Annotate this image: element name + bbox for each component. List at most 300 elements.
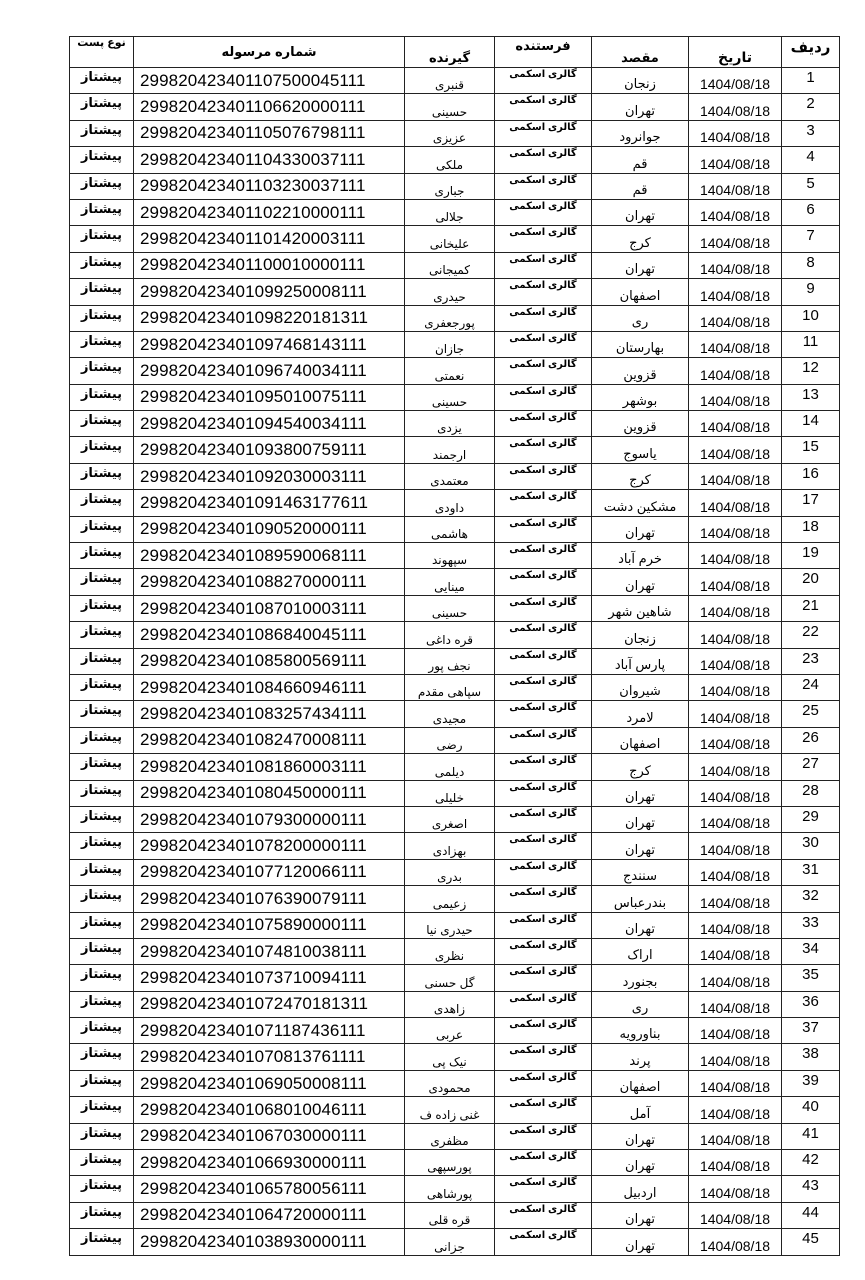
cell-post-type: پیشتاز <box>70 543 134 569</box>
cell-row-number: 19 <box>782 543 840 569</box>
cell-sender: گالری اسکمی <box>495 490 592 516</box>
cell-sender: گالری اسکمی <box>495 965 592 991</box>
cell-row-number: 39 <box>782 1070 840 1096</box>
table-row <box>70 411 840 437</box>
cell-post-type: پیشتاز <box>70 279 134 305</box>
cell-tracking-number: 299820423401098220181311 <box>134 305 405 331</box>
cell-tracking-number: 299820423401107500045111 <box>134 68 405 94</box>
cell-destination: اصفهان <box>592 1070 689 1096</box>
cell-sender: گالری اسکمی <box>495 754 592 780</box>
header-row-number: ردیف <box>782 37 840 68</box>
cell-post-type: پیشتاز <box>70 991 134 1017</box>
cell-recipient: حیدری نیا <box>405 912 495 938</box>
cell-sender: گالری اسکمی <box>495 1176 592 1202</box>
cell-destination: اردبیل <box>592 1176 689 1202</box>
table-row <box>70 305 840 331</box>
cell-destination: خرم آباد <box>592 543 689 569</box>
cell-date: 1404/08/18 <box>689 543 782 569</box>
cell-post-type: پیشتاز <box>70 516 134 542</box>
cell-row-number: 8 <box>782 252 840 278</box>
table-row <box>70 199 840 225</box>
table-row <box>70 833 840 859</box>
table-row <box>70 965 840 991</box>
cell-tracking-number: 299820423401077120066111 <box>134 859 405 885</box>
cell-destination: تهران <box>592 94 689 120</box>
cell-row-number: 7 <box>782 226 840 252</box>
cell-post-type: پیشتاز <box>70 806 134 832</box>
cell-destination: بندرعباس <box>592 886 689 912</box>
table-row <box>70 384 840 410</box>
cell-row-number: 13 <box>782 384 840 410</box>
cell-recipient: پورسپهی <box>405 1150 495 1176</box>
cell-recipient: نظری <box>405 938 495 964</box>
cell-tracking-number: 299820423401100010000111 <box>134 252 405 278</box>
cell-row-number: 34 <box>782 938 840 964</box>
cell-row-number: 4 <box>782 147 840 173</box>
cell-post-type: پیشتاز <box>70 859 134 885</box>
cell-recipient: قره داغی <box>405 622 495 648</box>
cell-post-type: پیشتاز <box>70 411 134 437</box>
cell-sender: گالری اسکمی <box>495 912 592 938</box>
cell-date: 1404/08/18 <box>689 780 782 806</box>
cell-post-type: پیشتاز <box>70 305 134 331</box>
cell-row-number: 24 <box>782 674 840 700</box>
cell-sender: گالری اسکمی <box>495 252 592 278</box>
cell-post-type: پیشتاز <box>70 1229 134 1255</box>
cell-destination: تهران <box>592 780 689 806</box>
cell-destination: تهران <box>592 199 689 225</box>
cell-date: 1404/08/18 <box>689 1202 782 1228</box>
cell-sender: گالری اسکمی <box>495 886 592 912</box>
table-row <box>70 147 840 173</box>
cell-recipient: هاشمی <box>405 516 495 542</box>
cell-tracking-number: 299820423401066930000111 <box>134 1150 405 1176</box>
cell-post-type: پیشتاز <box>70 358 134 384</box>
cell-date: 1404/08/18 <box>689 701 782 727</box>
cell-destination: اصفهان <box>592 727 689 753</box>
cell-date: 1404/08/18 <box>689 622 782 648</box>
cell-date: 1404/08/18 <box>689 833 782 859</box>
cell-tracking-number: 299820423401095010075111 <box>134 384 405 410</box>
table-row <box>70 463 840 489</box>
cell-sender: گالری اسکمی <box>495 516 592 542</box>
cell-recipient: محمودی <box>405 1070 495 1096</box>
cell-post-type: پیشتاز <box>70 1044 134 1070</box>
cell-date: 1404/08/18 <box>689 516 782 542</box>
cell-row-number: 33 <box>782 912 840 938</box>
cell-date: 1404/08/18 <box>689 859 782 885</box>
cell-destination: تهران <box>592 912 689 938</box>
cell-post-type: پیشتاز <box>70 912 134 938</box>
cell-tracking-number: 299820423401064720000111 <box>134 1202 405 1228</box>
cell-tracking-number: 299820423401072470181311 <box>134 991 405 1017</box>
cell-tracking-number: 299820423401074810038111 <box>134 938 405 964</box>
cell-recipient: گل حسنی <box>405 965 495 991</box>
cell-date: 1404/08/18 <box>689 1070 782 1096</box>
cell-sender: گالری اسکمی <box>495 859 592 885</box>
cell-tracking-number: 299820423401082470008111 <box>134 727 405 753</box>
cell-recipient: دیلمی <box>405 754 495 780</box>
cell-row-number: 2 <box>782 94 840 120</box>
cell-date: 1404/08/18 <box>689 938 782 964</box>
cell-recipient: کمیجانی <box>405 252 495 278</box>
table-row <box>70 226 840 252</box>
table-row <box>70 648 840 674</box>
cell-row-number: 16 <box>782 463 840 489</box>
cell-sender: گالری اسکمی <box>495 384 592 410</box>
cell-destination: آمل <box>592 1097 689 1123</box>
cell-tracking-number: 299820423401069050008111 <box>134 1070 405 1096</box>
cell-recipient: حسینی <box>405 384 495 410</box>
cell-date: 1404/08/18 <box>689 1150 782 1176</box>
cell-row-number: 17 <box>782 490 840 516</box>
cell-post-type: پیشتاز <box>70 648 134 674</box>
cell-destination: پارس آباد <box>592 648 689 674</box>
table-row <box>70 1097 840 1123</box>
cell-date: 1404/08/18 <box>689 490 782 516</box>
cell-sender: گالری اسکمی <box>495 701 592 727</box>
table-row <box>70 94 840 120</box>
cell-tracking-number: 299820423401076390079111 <box>134 886 405 912</box>
cell-post-type: پیشتاز <box>70 701 134 727</box>
cell-sender: گالری اسکمی <box>495 331 592 357</box>
cell-date: 1404/08/18 <box>689 991 782 1017</box>
cell-destination: کرج <box>592 226 689 252</box>
cell-sender: گالری اسکمی <box>495 68 592 94</box>
cell-post-type: پیشتاز <box>70 674 134 700</box>
table-row <box>70 1176 840 1202</box>
cell-sender: گالری اسکمی <box>495 1229 592 1255</box>
cell-row-number: 42 <box>782 1150 840 1176</box>
cell-tracking-number: 299820423401070813761111 <box>134 1044 405 1070</box>
cell-tracking-number: 299820423401093800759111 <box>134 437 405 463</box>
cell-date: 1404/08/18 <box>689 173 782 199</box>
cell-tracking-number: 299820423401071187436111 <box>134 1018 405 1044</box>
cell-tracking-number: 299820423401081860003111 <box>134 754 405 780</box>
cell-post-type: پیشتاز <box>70 622 134 648</box>
table-row <box>70 595 840 621</box>
cell-sender: گالری اسکمی <box>495 147 592 173</box>
cell-sender: گالری اسکمی <box>495 279 592 305</box>
cell-recipient: خلیلی <box>405 780 495 806</box>
table-row <box>70 358 840 384</box>
cell-recipient: اصغری <box>405 806 495 832</box>
cell-row-number: 1 <box>782 68 840 94</box>
cell-recipient: جزانی <box>405 1229 495 1255</box>
cell-destination: یاسوج <box>592 437 689 463</box>
table-row <box>70 1044 840 1070</box>
cell-row-number: 29 <box>782 806 840 832</box>
cell-destination: تهران <box>592 516 689 542</box>
table-row <box>70 252 840 278</box>
table-row <box>70 173 840 199</box>
cell-row-number: 22 <box>782 622 840 648</box>
cell-date: 1404/08/18 <box>689 595 782 621</box>
cell-row-number: 30 <box>782 833 840 859</box>
cell-row-number: 15 <box>782 437 840 463</box>
cell-recipient: ارجمند <box>405 437 495 463</box>
cell-post-type: پیشتاز <box>70 1202 134 1228</box>
cell-row-number: 23 <box>782 648 840 674</box>
cell-sender: گالری اسکمی <box>495 1123 592 1149</box>
cell-tracking-number: 299820423401091463177611 <box>134 490 405 516</box>
cell-recipient: علیخانی <box>405 226 495 252</box>
table-row <box>70 120 840 146</box>
cell-post-type: پیشتاز <box>70 569 134 595</box>
table-row <box>70 886 840 912</box>
cell-date: 1404/08/18 <box>689 569 782 595</box>
cell-destination: کرج <box>592 754 689 780</box>
cell-tracking-number: 299820423401089590068111 <box>134 543 405 569</box>
cell-tracking-number: 299820423401085800569111 <box>134 648 405 674</box>
cell-post-type: پیشتاز <box>70 94 134 120</box>
cell-sender: گالری اسکمی <box>495 463 592 489</box>
header-post-type: نوع پست <box>70 37 134 68</box>
cell-row-number: 5 <box>782 173 840 199</box>
cell-tracking-number: 299820423401103230037111 <box>134 173 405 199</box>
cell-date: 1404/08/18 <box>689 384 782 410</box>
cell-tracking-number: 299820423401099250008111 <box>134 279 405 305</box>
cell-date: 1404/08/18 <box>689 1044 782 1070</box>
cell-recipient: رضی <box>405 727 495 753</box>
table-row <box>70 1229 840 1255</box>
cell-recipient: عزیزی <box>405 120 495 146</box>
table-row <box>70 912 840 938</box>
cell-sender: گالری اسکمی <box>495 120 592 146</box>
cell-tracking-number: 299820423401084660946111 <box>134 674 405 700</box>
cell-destination: لامرد <box>592 701 689 727</box>
table-row <box>70 991 840 1017</box>
table-body <box>70 68 840 1256</box>
cell-destination: زنجان <box>592 622 689 648</box>
cell-post-type: پیشتاز <box>70 1070 134 1096</box>
cell-destination: تهران <box>592 252 689 278</box>
cell-post-type: پیشتاز <box>70 754 134 780</box>
cell-date: 1404/08/18 <box>689 94 782 120</box>
cell-tracking-number: 299820423401096740034111 <box>134 358 405 384</box>
cell-tracking-number: 299820423401094540034111 <box>134 411 405 437</box>
cell-destination: بجنورد <box>592 965 689 991</box>
cell-sender: گالری اسکمی <box>495 199 592 225</box>
cell-recipient: مینایی <box>405 569 495 595</box>
cell-post-type: پیشتاز <box>70 384 134 410</box>
cell-date: 1404/08/18 <box>689 806 782 832</box>
shipment-table-sheet <box>69 36 832 1256</box>
cell-recipient: جلالی <box>405 199 495 225</box>
cell-sender: گالری اسکمی <box>495 305 592 331</box>
cell-sender: گالری اسکمی <box>495 226 592 252</box>
cell-sender: گالری اسکمی <box>495 173 592 199</box>
cell-sender: گالری اسکمی <box>495 595 592 621</box>
cell-destination: قم <box>592 147 689 173</box>
cell-row-number: 32 <box>782 886 840 912</box>
cell-row-number: 10 <box>782 305 840 331</box>
cell-tracking-number: 299820423401067030000111 <box>134 1123 405 1149</box>
cell-sender: گالری اسکمی <box>495 727 592 753</box>
cell-sender: گالری اسکمی <box>495 1070 592 1096</box>
table-row <box>70 569 840 595</box>
cell-date: 1404/08/18 <box>689 252 782 278</box>
cell-destination: تهران <box>592 569 689 595</box>
cell-row-number: 9 <box>782 279 840 305</box>
cell-destination: ری <box>592 991 689 1017</box>
table-row <box>70 727 840 753</box>
cell-row-number: 18 <box>782 516 840 542</box>
table-row <box>70 859 840 885</box>
cell-post-type: پیشتاز <box>70 1150 134 1176</box>
header-destination: مقصد <box>592 37 689 68</box>
cell-post-type: پیشتاز <box>70 1018 134 1044</box>
cell-destination: تهران <box>592 1202 689 1228</box>
cell-date: 1404/08/18 <box>689 199 782 225</box>
cell-destination: زنجان <box>592 68 689 94</box>
table-row <box>70 701 840 727</box>
cell-row-number: 31 <box>782 859 840 885</box>
cell-post-type: پیشتاز <box>70 226 134 252</box>
cell-row-number: 44 <box>782 1202 840 1228</box>
shipment-table <box>69 36 840 1256</box>
cell-tracking-number: 299820423401102210000111 <box>134 199 405 225</box>
cell-row-number: 26 <box>782 727 840 753</box>
cell-recipient: بدری <box>405 859 495 885</box>
table-row <box>70 279 840 305</box>
cell-post-type: پیشتاز <box>70 833 134 859</box>
cell-date: 1404/08/18 <box>689 1097 782 1123</box>
cell-tracking-number: 299820423401106620000111 <box>134 94 405 120</box>
cell-sender: گالری اسکمی <box>495 1044 592 1070</box>
table-row <box>70 674 840 700</box>
cell-tracking-number: 299820423401088270000111 <box>134 569 405 595</box>
cell-tracking-number: 299820423401092030003111 <box>134 463 405 489</box>
table-row <box>70 938 840 964</box>
cell-recipient: یزدی <box>405 411 495 437</box>
cell-row-number: 41 <box>782 1123 840 1149</box>
cell-date: 1404/08/18 <box>689 754 782 780</box>
cell-sender: گالری اسکمی <box>495 358 592 384</box>
cell-date: 1404/08/18 <box>689 411 782 437</box>
cell-row-number: 43 <box>782 1176 840 1202</box>
cell-sender: گالری اسکمی <box>495 543 592 569</box>
cell-date: 1404/08/18 <box>689 147 782 173</box>
cell-row-number: 36 <box>782 991 840 1017</box>
cell-destination: تهران <box>592 1123 689 1149</box>
cell-recipient: نیک پی <box>405 1044 495 1070</box>
cell-sender: گالری اسکمی <box>495 437 592 463</box>
cell-post-type: پیشتاز <box>70 120 134 146</box>
cell-destination: جوانرود <box>592 120 689 146</box>
cell-tracking-number: 299820423401078200000111 <box>134 833 405 859</box>
cell-row-number: 27 <box>782 754 840 780</box>
cell-row-number: 6 <box>782 199 840 225</box>
cell-date: 1404/08/18 <box>689 120 782 146</box>
cell-row-number: 40 <box>782 1097 840 1123</box>
cell-date: 1404/08/18 <box>689 727 782 753</box>
cell-tracking-number: 299820423401086840045111 <box>134 622 405 648</box>
cell-recipient: معتمدی <box>405 463 495 489</box>
table-row <box>70 806 840 832</box>
cell-post-type: پیشتاز <box>70 252 134 278</box>
cell-recipient: مظفری <box>405 1123 495 1149</box>
table-row <box>70 1123 840 1149</box>
table-row <box>70 490 840 516</box>
cell-sender: گالری اسکمی <box>495 1018 592 1044</box>
cell-post-type: پیشتاز <box>70 595 134 621</box>
cell-post-type: پیشتاز <box>70 199 134 225</box>
cell-sender: گالری اسکمی <box>495 411 592 437</box>
table-row <box>70 622 840 648</box>
cell-sender: گالری اسکمی <box>495 991 592 1017</box>
cell-post-type: پیشتاز <box>70 780 134 806</box>
cell-row-number: 35 <box>782 965 840 991</box>
cell-destination: کرج <box>592 463 689 489</box>
cell-date: 1404/08/18 <box>689 648 782 674</box>
cell-post-type: پیشتاز <box>70 938 134 964</box>
cell-recipient: قره قلی <box>405 1202 495 1228</box>
cell-recipient: نجف پور <box>405 648 495 674</box>
cell-recipient: حسینی <box>405 595 495 621</box>
cell-destination: قم <box>592 173 689 199</box>
cell-date: 1404/08/18 <box>689 358 782 384</box>
cell-tracking-number: 299820423401090520000111 <box>134 516 405 542</box>
cell-post-type: پیشتاز <box>70 1097 134 1123</box>
cell-recipient: پورجعفری <box>405 305 495 331</box>
cell-sender: گالری اسکمی <box>495 780 592 806</box>
cell-destination: تهران <box>592 1150 689 1176</box>
cell-row-number: 38 <box>782 1044 840 1070</box>
cell-tracking-number: 299820423401073710094111 <box>134 965 405 991</box>
cell-post-type: پیشتاز <box>70 437 134 463</box>
cell-post-type: پیشتاز <box>70 147 134 173</box>
cell-row-number: 12 <box>782 358 840 384</box>
cell-sender: گالری اسکمی <box>495 1202 592 1228</box>
cell-tracking-number: 299820423401038930000111 <box>134 1229 405 1255</box>
cell-recipient: مجیدی <box>405 701 495 727</box>
cell-date: 1404/08/18 <box>689 437 782 463</box>
table-row <box>70 1150 840 1176</box>
cell-post-type: پیشتاز <box>70 68 134 94</box>
table-row <box>70 1018 840 1044</box>
table-row <box>70 68 840 94</box>
cell-post-type: پیشتاز <box>70 331 134 357</box>
cell-recipient: زاهدی <box>405 991 495 1017</box>
table-row <box>70 437 840 463</box>
table-row <box>70 780 840 806</box>
table-row <box>70 754 840 780</box>
header-tracking-number: شماره مرسوله <box>134 37 405 68</box>
cell-tracking-number: 299820423401105076798111 <box>134 120 405 146</box>
cell-tracking-number: 299820423401104330037111 <box>134 147 405 173</box>
cell-sender: گالری اسکمی <box>495 806 592 832</box>
cell-date: 1404/08/18 <box>689 463 782 489</box>
cell-tracking-number: 299820423401087010003111 <box>134 595 405 621</box>
cell-sender: گالری اسکمی <box>495 1150 592 1176</box>
cell-sender: گالری اسکمی <box>495 674 592 700</box>
cell-date: 1404/08/18 <box>689 965 782 991</box>
cell-tracking-number: 299820423401079300000111 <box>134 806 405 832</box>
cell-recipient: حسینی <box>405 94 495 120</box>
cell-destination: بهارستان <box>592 331 689 357</box>
cell-sender: گالری اسکمی <box>495 833 592 859</box>
cell-row-number: 28 <box>782 780 840 806</box>
cell-sender: گالری اسکمی <box>495 1097 592 1123</box>
table-row <box>70 1202 840 1228</box>
cell-destination: اصفهان <box>592 279 689 305</box>
cell-recipient: عربی <box>405 1018 495 1044</box>
cell-date: 1404/08/18 <box>689 1018 782 1044</box>
cell-recipient: جباری <box>405 173 495 199</box>
cell-sender: گالری اسکمی <box>495 94 592 120</box>
header-recipient: گیرنده <box>405 37 495 68</box>
